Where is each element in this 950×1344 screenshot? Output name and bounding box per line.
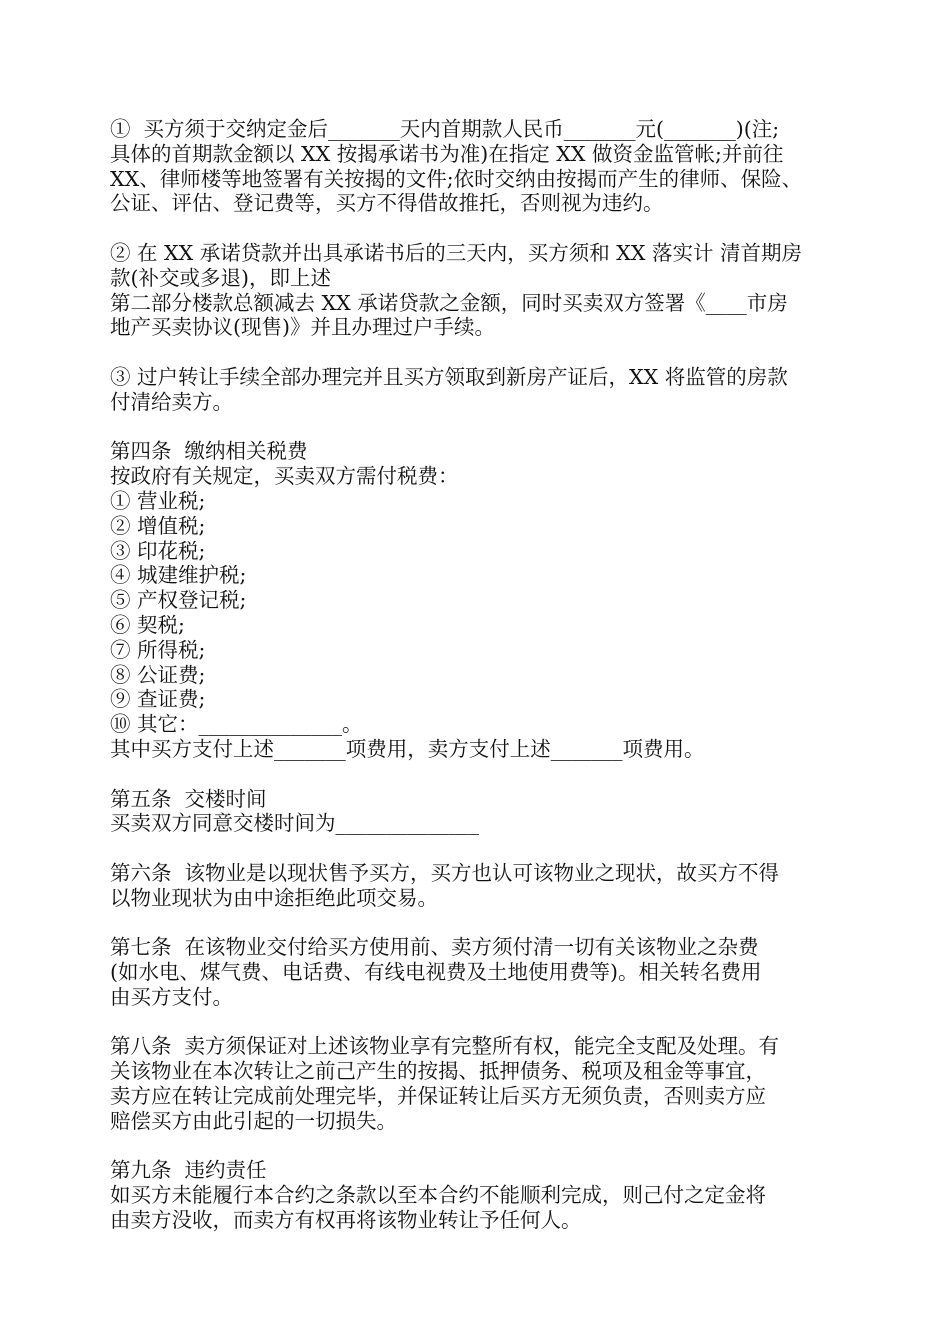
text-line: 第八条 卖方须保证对上述该物业享有完整所有权，能完全支配及处理。有: [110, 1034, 780, 1059]
text-line: 赔偿买方由此引起的一切损失。: [110, 1108, 397, 1133]
text-line: ③ 过户转让手续全部办理完并且买方领取到新房产证后，XX 将监管的房款: [110, 364, 788, 389]
tax-item: ⑦ 所得税;: [110, 637, 206, 662]
text-line: 按政府有关规定，买卖双方需付税费：: [110, 464, 459, 489]
text-line: 买卖双方同意交楼时间为______________: [110, 811, 479, 836]
article-heading: 第九条 违约责任: [110, 1158, 267, 1183]
document-page: [110, 117, 845, 1258]
text-line: 关该物业在本次转让之前己产生的按揭、抵押债务、税项及租金等事宜，: [110, 1059, 766, 1084]
text-line: 付清给卖方。: [110, 389, 233, 414]
text-line: 由买方支付。: [110, 984, 233, 1009]
text-line: 地产买卖协议(现售)》并且办理过户手续。: [110, 315, 495, 340]
text-line: 由卖方没收，而卖方有权再将该物业转让予任何人。: [110, 1208, 582, 1233]
article-heading: 第四条 缴纳相关税费: [110, 439, 308, 464]
text-line: ② 在 XX 承诺贷款并出具承诺书后的三天内，买方须和 XX 落实计 清首期房: [110, 240, 802, 265]
tax-item: ⑩ 其它：______________。: [110, 712, 363, 737]
text-line: XX、律师楼等地签署有关按揭的文件;依时交纳由按揭而产生的律师、保险、: [110, 166, 803, 191]
text-line: 如买方未能履行本合约之条款以至本合约不能顺利完成，则己付之定金将: [110, 1183, 766, 1208]
article-7: [110, 935, 845, 1009]
article-4-taxes: [110, 439, 845, 761]
tax-item: ⑥ 契税;: [110, 612, 185, 637]
tax-item: ⑤ 产权登记税;: [110, 588, 247, 613]
tax-item: ④ 城建维护税;: [110, 563, 247, 588]
article-heading: 第五条 交楼时间: [110, 786, 267, 811]
clause-paragraph-3: [110, 365, 845, 415]
text-line: 卖方应在转让完成前处理完毕，并保证转让后买方无须负责，否则卖方应: [110, 1084, 766, 1109]
article-6: [110, 861, 845, 911]
article-8: [110, 1034, 845, 1133]
text-line: 第七条 在该物业交付给买方使用前、卖方须付清一切有关该物业之杂费: [110, 935, 759, 960]
tax-item: ① 营业税;: [110, 488, 206, 513]
tax-item: ⑧ 公证费;: [110, 662, 206, 687]
tax-item: ③ 印花税;: [110, 538, 206, 563]
tax-item: ⑨ 查证费;: [110, 687, 206, 712]
text-line: 以物业现状为由中途拒绝此项交易。: [110, 885, 438, 910]
text-line: (如水电、煤气费、电话费、有线电视费及土地使用费等)。相关转名费用: [110, 960, 762, 985]
tax-item: ② 增值税;: [110, 513, 206, 538]
text-line: 具体的首期款金额以 XX 按揭承诺书为准)在指定 XX 做资金监管帐;并前往: [110, 141, 784, 166]
text-line: ① 买方须于交纳定金后_______天内首期款人民币_______元(_______)(注;: [110, 117, 780, 141]
article-5-handover: [110, 787, 845, 837]
text-line: 第六条 该物业是以现状售予买方，买方也认可该物业之现状，故买方不得: [110, 860, 780, 885]
clause-paragraph-1: [110, 117, 845, 216]
text-line: 款(补交或多退)，即上述: [110, 265, 331, 290]
text-line: 公证、评估、登记费等，买方不得借故推托，否则视为违约。: [110, 191, 664, 216]
article-9-liability: [110, 1158, 845, 1232]
text-line: 第二部分楼款总额减去 XX 承诺贷款之金额，同时买卖双方签署《____市房: [110, 290, 788, 315]
clause-paragraph-2: [110, 241, 845, 340]
text-line: 其中买方支付上述_______项费用，卖方支付上述_______项费用。: [110, 736, 705, 761]
